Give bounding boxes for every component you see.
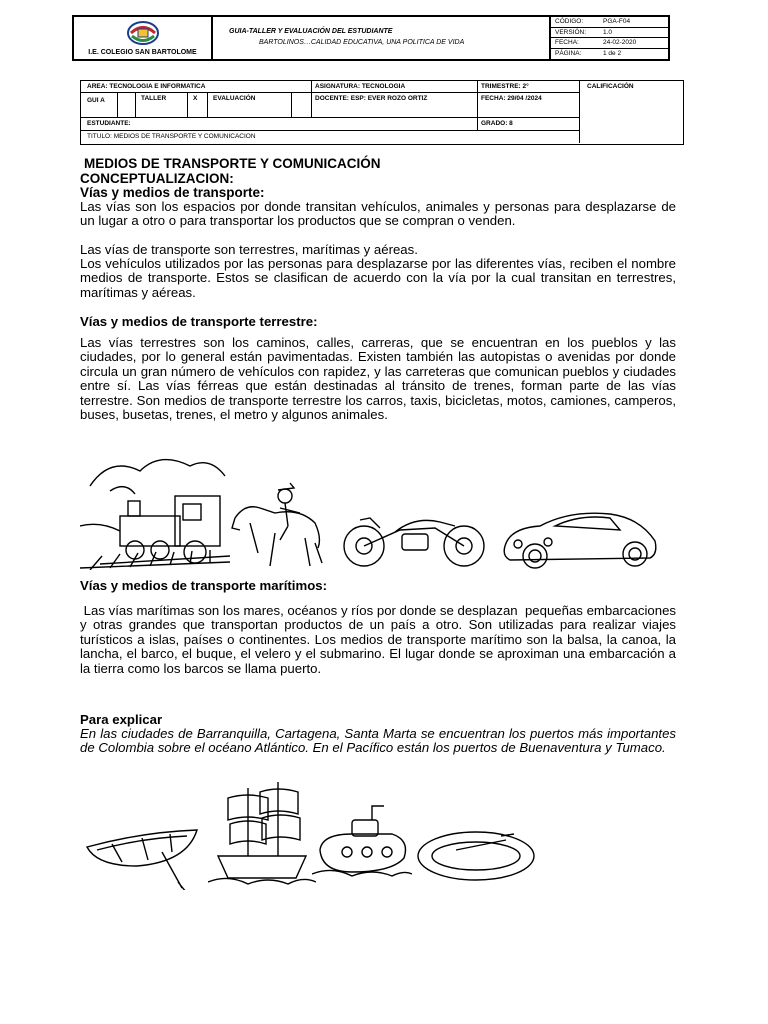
meta-date: FECHA: 24-02-2020	[551, 38, 668, 49]
section-heading: CONCEPTUALIZACION:	[80, 171, 234, 186]
date-cell: FECHA: 29/04 /2024	[481, 95, 542, 102]
paragraph-2: Las vías de transporte son terrestres, marítimas y aéreas.	[80, 242, 418, 257]
heading-explicar: Para explicar	[80, 712, 163, 727]
meta-page: PÁGINA: 1 de 2	[555, 49, 622, 57]
rowboat-drawing	[82, 822, 202, 890]
grade-score-cell: CALIFICACIÓN	[587, 83, 634, 90]
term-cell: TRIMESTRE: 2°	[481, 83, 529, 90]
student-cell: ESTUDIANTE:	[87, 120, 131, 127]
submarine-drawing	[312, 800, 412, 880]
title-cell: TITULO: MEDIOS DE TRANSPORTE Y COMUNICACION	[87, 133, 256, 140]
raft-drawing	[416, 826, 538, 884]
meta-code: CÓDIGO: PGA-F04	[551, 17, 668, 28]
paragraph-4: Las vías terrestres son los caminos, calles, carreras, que se encuentran en los pueblos y las ciudades, por lo general están pavimentadas. Existen también las autopistas o avenidas por donde circula un gran número de vehículos con rapidez, y las carreteras que comunican pueblos y ciudades entre sí. Las vías férreas que están destinadas al tránsito de trenes, forman parte de las vías terrestre. Son medios de transporte terrestre los carros, taxis, bicicletas, motos, camiones, camperos, buses, busetas, trenes, el metro y algunos animales.	[80, 335, 676, 423]
workshop-cell: TALLER	[141, 95, 167, 102]
document-header	[72, 15, 670, 61]
teacher-cell: DOCENTE: ESP: EVER ROZO ORTIZ	[315, 95, 428, 102]
workshop-mark: X	[193, 95, 198, 102]
header-title-box	[213, 17, 551, 59]
subject-cell: ASIGNATURA: TECNOLOGIA	[315, 83, 406, 90]
heading-vias: Vías y medios de transporte:	[80, 185, 265, 200]
grade-cell: GRADO: 8	[481, 120, 513, 127]
school-name: I.E. COLEGIO SAN BARTOLOME	[88, 49, 197, 56]
meta-version: VERSIÓN: 1.0	[551, 28, 668, 39]
heading-terrestre: Vías y medios de transporte terrestre:	[80, 314, 318, 329]
train-drawing	[80, 446, 230, 570]
school-logo-box	[74, 17, 213, 59]
car-drawing	[500, 506, 660, 570]
horse-rider-drawing	[230, 478, 330, 570]
motorcycle-drawing	[340, 508, 490, 570]
paragraph-6: En las ciudades de Barranquilla, Cartagena, Santa Marta se encuentran los puertos más importantes de Colombia sobre el océano Atlántico. En el Pacífico están los puertos de Buenaventura y Tumaco.	[80, 726, 676, 756]
paragraph-5: Las vías marítimas son los mares, océanos y ríos por donde se desplazan pequeñas embarcaciones y otras grandes que transportan productos de un país a otro. Son utilizadas para realizar viajes turísticos a islas, países o continentes. Los medios de transporte marítimo son la balsa, la canoa, la lancha, el barco, el buque, el velero y el submarino. El lugar donde se aproximan una embarcación a la tierra como los barcos se llama puerto.	[80, 603, 680, 676]
guide-cell: GUI A	[87, 97, 105, 104]
school-crest-icon	[126, 20, 160, 46]
doc-meta	[551, 17, 668, 59]
doc-title: GUIA-TALLER Y EVALUACIÓN DEL ESTUDIANTE	[229, 28, 393, 35]
heading-maritimo: Vías y medios de transporte marítimos:	[80, 578, 327, 593]
area-cell: AREA: TECNOLOGIA E INFORMATICA	[87, 83, 206, 90]
paragraph-3: Los vehículos utilizados por las personas para desplazarse por las diferentes vías, reciben el nombre medios de transporte. Estos se clasifican de acuerdo con la vía por la cual transitan en terrestres, marítimas y aéreas.	[80, 256, 676, 300]
sailing-ship-drawing	[208, 778, 316, 888]
school-motto: BARTOLINOS…CALIDAD EDUCATIVA, UNA POLITICA DE VIDA	[259, 39, 465, 46]
paragraph-1: Las vías son los espacios por donde transitan vehículos, animales y personas para desplazarse de un lugar a otro o para transportar los productos que se compran o venden.	[80, 199, 676, 229]
evaluation-cell: EVALUACIÓN	[213, 95, 256, 102]
info-table	[80, 80, 684, 145]
main-title: MEDIOS DE TRANSPORTE Y COMUNICACIÓN	[84, 156, 381, 171]
